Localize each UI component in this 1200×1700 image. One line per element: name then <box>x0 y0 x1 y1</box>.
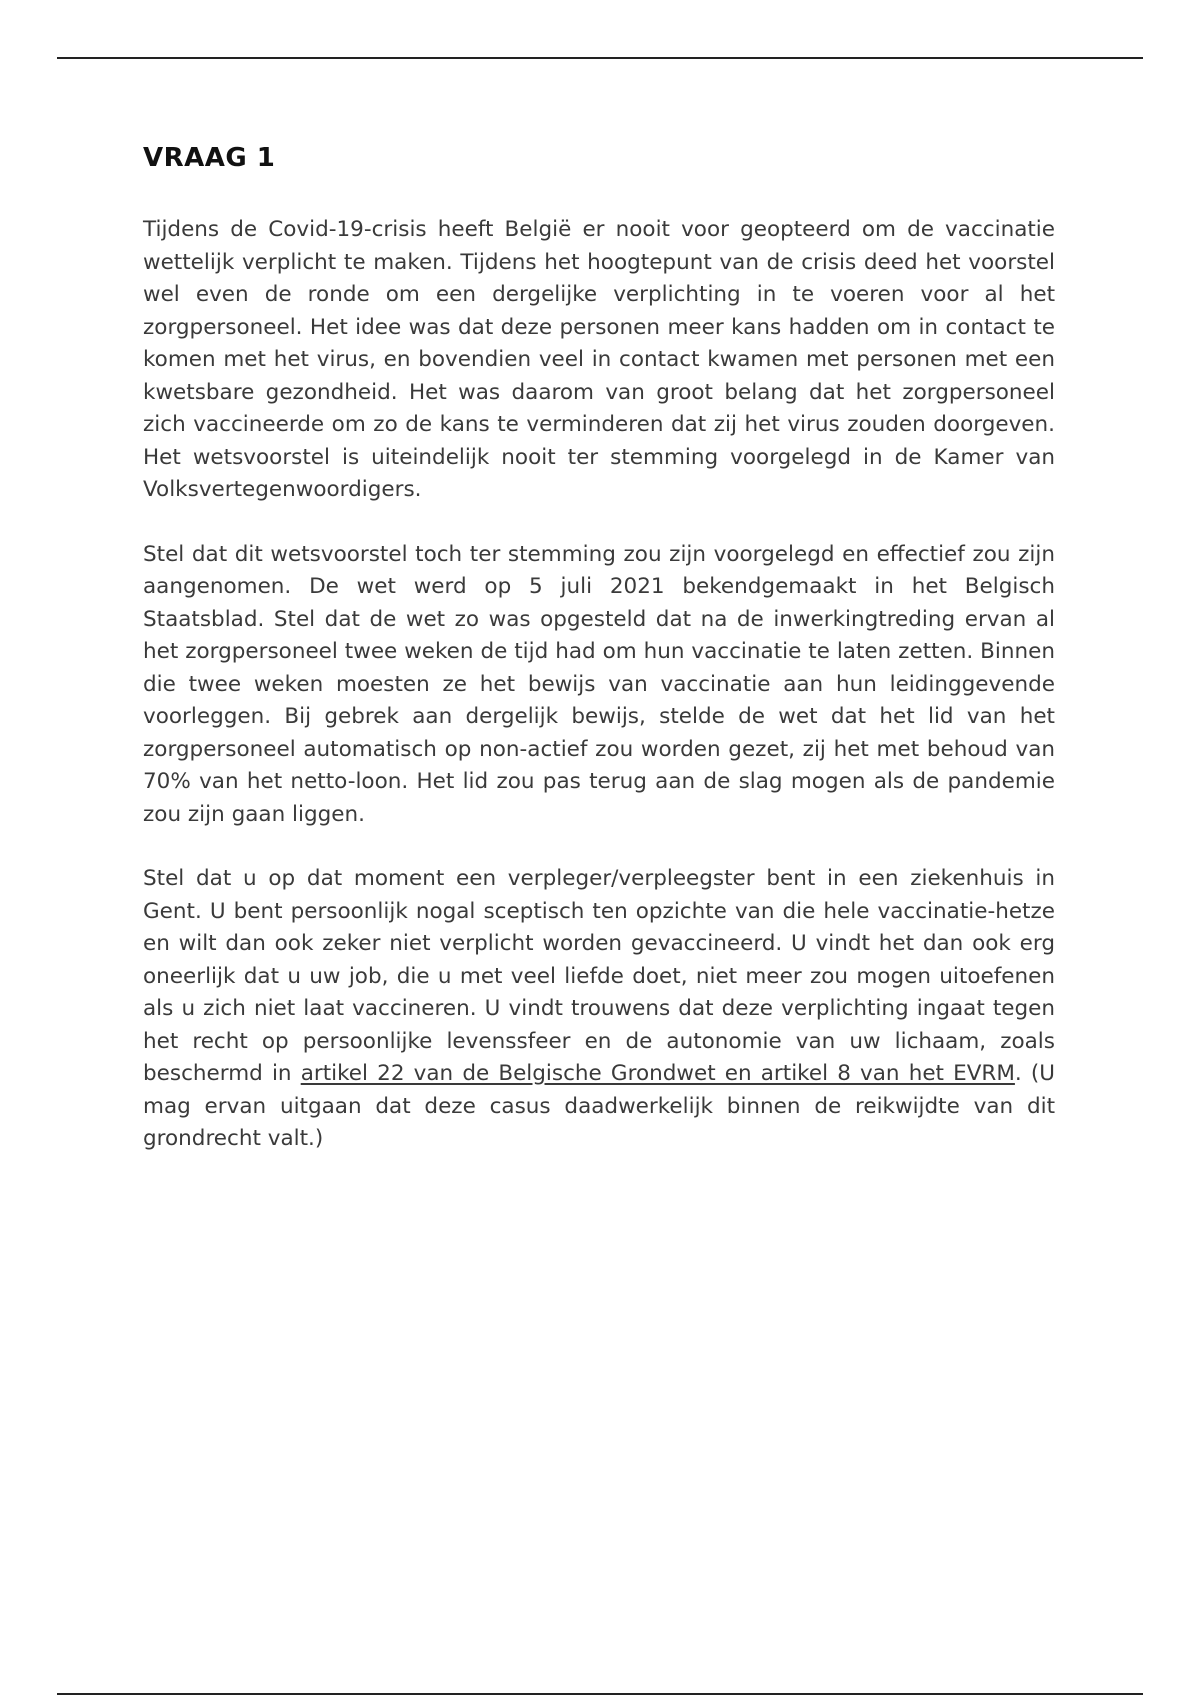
footer-rule <box>57 1693 1143 1695</box>
legal-reference: artikel 22 van de Belgische Grondwet en artikel 8 van het EVRM <box>300 1061 1015 1086</box>
document-body <box>143 138 1055 1188</box>
question-heading: VRAAG 1 <box>143 143 276 173</box>
paragraph-case-note: . (U mag ervan uitgaan dat deze casus daadwerkelijk binnen de reikwijdte van dit grondrecht valt.) <box>143 1061 1056 1151</box>
header-rule <box>57 57 1143 59</box>
paragraph-case-text: Stel dat u op dat moment een verpleger/verpleegster bent in een ziekenhuis in Gent. U bent persoonlijk nogal sceptisch ten opzichte van die hele vaccinatie-hetze en wilt dan ook zeker niet verplicht worden gevaccineerd. U vindt het dan ook erg oneerlijk dat u uw job, die u met veel liefde doet, niet meer zou mogen uitoefenen als u zich niet laat vaccineren. U vindt trouwens dat deze verplichting ingaat tegen het recht op persoonlijke levenssfeer en de autonomie van uw lichaam, zoals beschermd in <box>143 866 1055 1086</box>
paragraph-case <box>143 863 1055 1156</box>
paragraph-context: Tijdens de Covid-19-crisis heeft België er nooit voor geopteerd om de vaccinatie wettelijk verplicht te maken. Tijdens het hoogtepunt van de crisis deed het voorstel wel even de ronde om een dergelijke verplichting in te voeren voor al het zorgpersoneel. Het idee was dat deze personen meer kans hadden om in contact te komen met het virus, en bovendien veel in contact kwamen met personen met een kwetsbare gezondheid. Het was daarom van groot belang dat het zorgpersoneel zich vaccineerde om zo de kans te verminderen dat zij het virus zouden doorgeven. Het wetsvoorstel is uiteindelijk nooit ter stemming voorgelegd in de Kamer van Volksvertegenwoordigers. <box>143 217 1055 502</box>
paragraph-hypothesis: Stel dat dit wetsvoorstel toch ter stemming zou zijn voorgelegd en effectief zou zijn aangenomen. De wet werd op 5 juli 2021 bekendgemaakt in het Belgisch Staatsblad. Stel dat de wet zo was opgesteld dat na de inwerkingtreding ervan al het zorgpersoneel twee weken de tijd had om hun vaccinatie te laten zetten. Binnen die twee weken moesten ze het bewijs van vaccinatie aan hun leidinggevende voorleggen. Bij gebrek aan dergelijk bewijs, stelde de wet dat het lid van het zorgpersoneel automatisch op non-actief zou worden gezet, zij het met behoud van 70% van het netto-loon. Het lid zou pas terug aan de slag mogen als de pandemie zou zijn gaan liggen. <box>143 541 1055 827</box>
